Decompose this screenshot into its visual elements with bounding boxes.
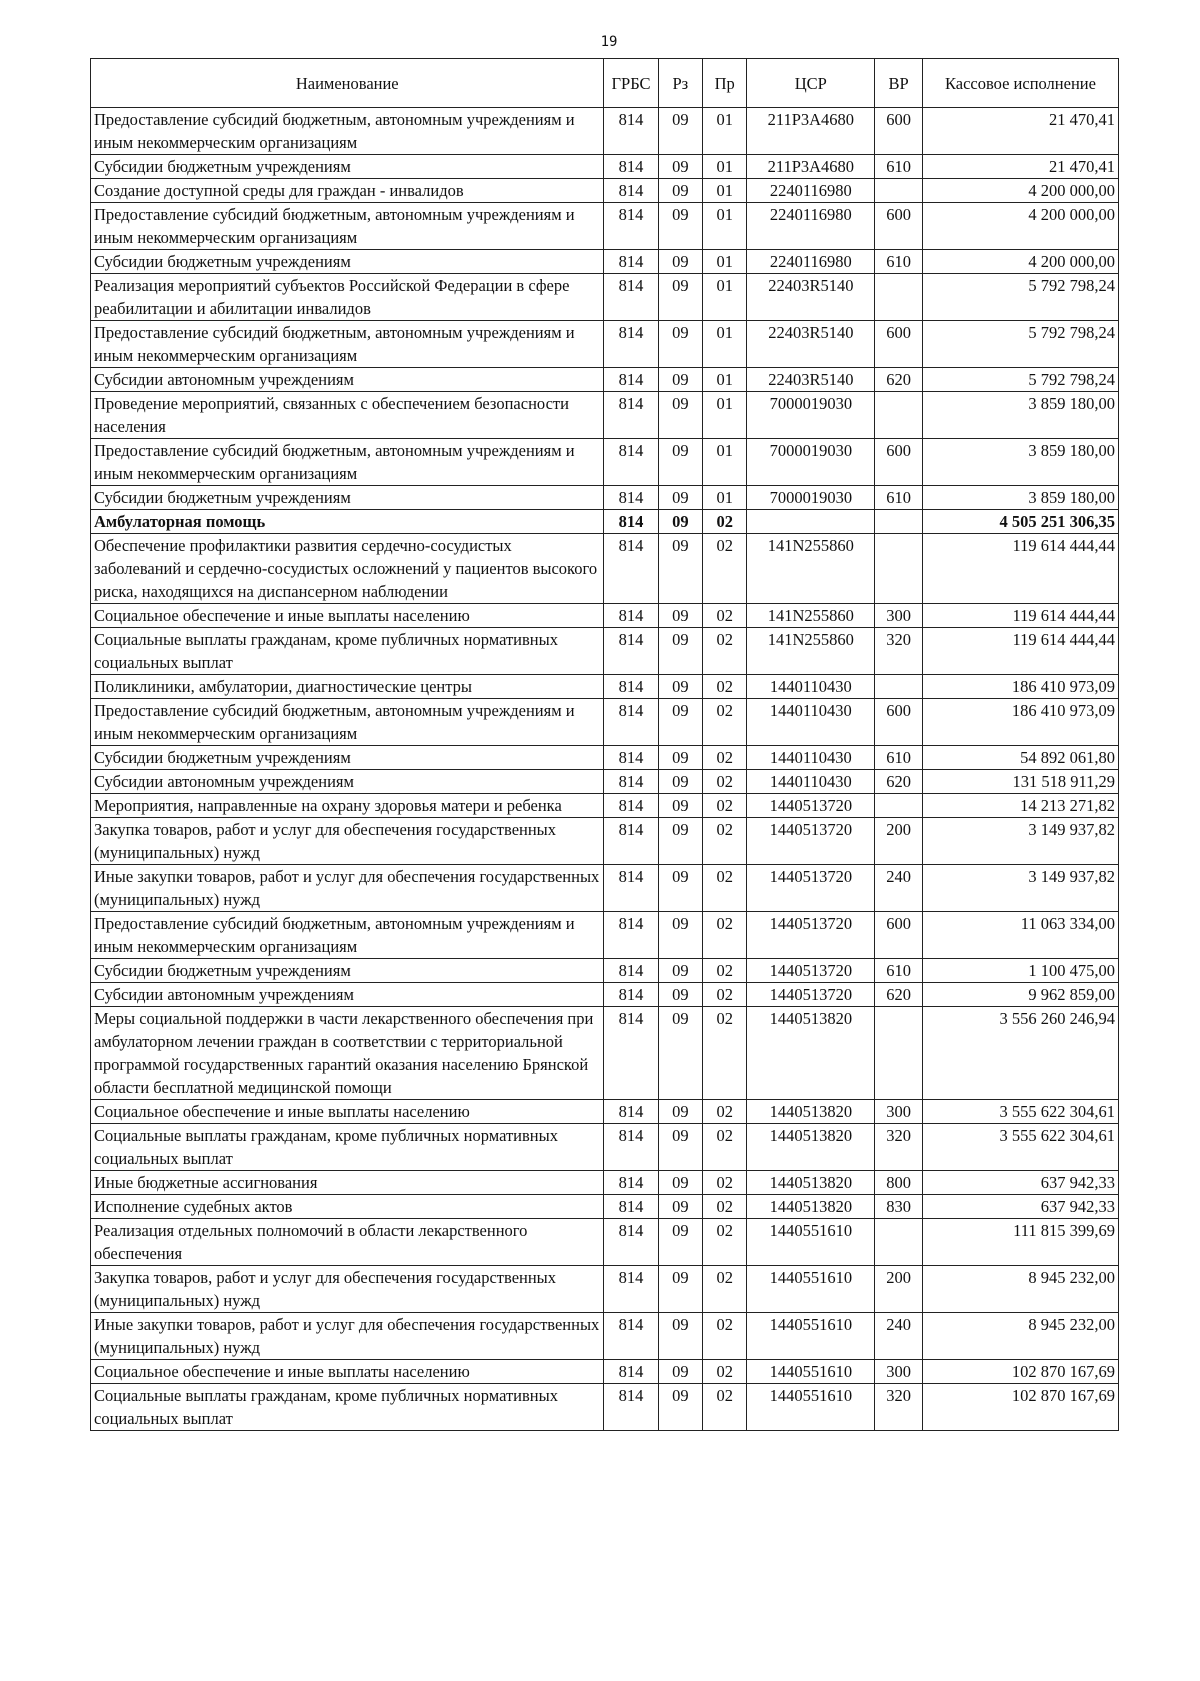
- cell-csr: 22403R5140: [747, 274, 875, 321]
- cell-rz: 09: [658, 1195, 702, 1219]
- table-row: [91, 699, 1119, 746]
- table-row: [91, 1195, 1119, 1219]
- cell-grbs: 814: [604, 1360, 658, 1384]
- cell-vr: [875, 510, 923, 534]
- cell-csr: 1440513720: [747, 818, 875, 865]
- cell-vr: [875, 675, 923, 699]
- cell-grbs: 814: [604, 1007, 658, 1100]
- cell-name: Субсидии автономным учреждениям: [91, 368, 604, 392]
- cell-name: Социальные выплаты гражданам, кроме публичных нормативных социальных выплат: [91, 1124, 604, 1171]
- cell-grbs: 814: [604, 794, 658, 818]
- table-row: [91, 770, 1119, 794]
- budget-execution-table: [90, 58, 1119, 1431]
- cell-name: Социальное обеспечение и иные выплаты населению: [91, 1100, 604, 1124]
- cell-csr: 22403R5140: [747, 321, 875, 368]
- cell-name: Реализация отдельных полномочий в области лекарственного обеспечения: [91, 1219, 604, 1266]
- cell-amount: 111 815 399,69: [922, 1219, 1118, 1266]
- cell-vr: [875, 274, 923, 321]
- cell-rz: 09: [658, 1100, 702, 1124]
- cell-amount: 119 614 444,44: [922, 604, 1118, 628]
- cell-grbs: 814: [604, 510, 658, 534]
- cell-name: Предоставление субсидий бюджетным, автономным учреждениям и иным некоммерческим организациям: [91, 439, 604, 486]
- cell-csr: 2240116980: [747, 203, 875, 250]
- header-row: [91, 59, 1119, 108]
- cell-pr: 02: [703, 1219, 747, 1266]
- cell-csr: 7000019030: [747, 486, 875, 510]
- cell-csr: 141N255860: [747, 604, 875, 628]
- cell-amount: 5 792 798,24: [922, 368, 1118, 392]
- cell-csr: 1440551610: [747, 1266, 875, 1313]
- table-row: [91, 321, 1119, 368]
- cell-grbs: 814: [604, 1384, 658, 1431]
- cell-grbs: 814: [604, 604, 658, 628]
- table-row: [91, 439, 1119, 486]
- cell-vr: [875, 794, 923, 818]
- cell-amount: 4 200 000,00: [922, 179, 1118, 203]
- cell-pr: 02: [703, 1007, 747, 1100]
- cell-name: Проведение мероприятий, связанных с обеспечением безопасности населения: [91, 392, 604, 439]
- cell-rz: 09: [658, 108, 702, 155]
- cell-vr: 600: [875, 321, 923, 368]
- cell-grbs: 814: [604, 1100, 658, 1124]
- table-row: [91, 1384, 1119, 1431]
- table-row: [91, 628, 1119, 675]
- cell-amount: 4 505 251 306,35: [922, 510, 1118, 534]
- cell-grbs: 814: [604, 1219, 658, 1266]
- cell-csr: 1440513820: [747, 1124, 875, 1171]
- cell-vr: 300: [875, 604, 923, 628]
- cell-name: Иные бюджетные ассигнования: [91, 1171, 604, 1195]
- cell-rz: 09: [658, 439, 702, 486]
- cell-pr: 01: [703, 179, 747, 203]
- cell-rz: 09: [658, 818, 702, 865]
- table-row: [91, 1100, 1119, 1124]
- cell-amount: 5 792 798,24: [922, 321, 1118, 368]
- cell-rz: 09: [658, 1360, 702, 1384]
- cell-amount: 3 859 180,00: [922, 486, 1118, 510]
- cell-pr: 01: [703, 250, 747, 274]
- cell-rz: 09: [658, 912, 702, 959]
- cell-csr: 2240116980: [747, 179, 875, 203]
- cell-vr: 320: [875, 628, 923, 675]
- cell-vr: 600: [875, 912, 923, 959]
- cell-csr: 141N255860: [747, 628, 875, 675]
- cell-rz: 09: [658, 865, 702, 912]
- cell-vr: 600: [875, 108, 923, 155]
- cell-vr: 610: [875, 959, 923, 983]
- table-row: [91, 604, 1119, 628]
- table-row: [91, 912, 1119, 959]
- cell-rz: 09: [658, 1313, 702, 1360]
- cell-rz: 09: [658, 699, 702, 746]
- cell-rz: 09: [658, 794, 702, 818]
- cell-rz: 09: [658, 959, 702, 983]
- table-row: [91, 1266, 1119, 1313]
- header-pr: Пр: [703, 59, 747, 108]
- cell-pr: 02: [703, 604, 747, 628]
- cell-name: Создание доступной среды для граждан - инвалидов: [91, 179, 604, 203]
- header-name: Наименование: [91, 59, 604, 108]
- cell-amount: 119 614 444,44: [922, 628, 1118, 675]
- table-row: [91, 818, 1119, 865]
- cell-name: Субсидии бюджетным учреждениям: [91, 746, 604, 770]
- cell-amount: 131 518 911,29: [922, 770, 1118, 794]
- cell-name: Субсидии автономным учреждениям: [91, 983, 604, 1007]
- cell-name: Реализация мероприятий субъектов Российской Федерации в сфере реабилитации и абилитации инвалидов: [91, 274, 604, 321]
- cell-pr: 02: [703, 1100, 747, 1124]
- table-row: [91, 1360, 1119, 1384]
- cell-name: Субсидии бюджетным учреждениям: [91, 250, 604, 274]
- cell-vr: 610: [875, 155, 923, 179]
- cell-grbs: 814: [604, 203, 658, 250]
- table-row: [91, 865, 1119, 912]
- cell-name: Субсидии бюджетным учреждениям: [91, 959, 604, 983]
- cell-rz: 09: [658, 675, 702, 699]
- cell-name: Закупка товаров, работ и услуг для обеспечения государственных (муниципальных) нужд: [91, 818, 604, 865]
- cell-csr: 211P3A4680: [747, 108, 875, 155]
- cell-csr: 2240116980: [747, 250, 875, 274]
- cell-name: Предоставление субсидий бюджетным, автономным учреждениям и иным некоммерческим организациям: [91, 699, 604, 746]
- cell-pr: 01: [703, 392, 747, 439]
- cell-vr: 620: [875, 368, 923, 392]
- header-grbs: ГРБС: [604, 59, 658, 108]
- cell-rz: 09: [658, 155, 702, 179]
- cell-amount: 14 213 271,82: [922, 794, 1118, 818]
- table-row: [91, 1124, 1119, 1171]
- cell-vr: 610: [875, 486, 923, 510]
- cell-grbs: 814: [604, 250, 658, 274]
- cell-grbs: 814: [604, 770, 658, 794]
- table-row: [91, 368, 1119, 392]
- cell-pr: 01: [703, 321, 747, 368]
- cell-grbs: 814: [604, 108, 658, 155]
- cell-grbs: 814: [604, 1124, 658, 1171]
- cell-pr: 02: [703, 1360, 747, 1384]
- cell-amount: 102 870 167,69: [922, 1384, 1118, 1431]
- cell-grbs: 814: [604, 865, 658, 912]
- cell-name: Субсидии бюджетным учреждениям: [91, 155, 604, 179]
- cell-vr: 200: [875, 818, 923, 865]
- cell-pr: 01: [703, 108, 747, 155]
- cell-grbs: 814: [604, 1171, 658, 1195]
- cell-pr: 02: [703, 1171, 747, 1195]
- cell-name: Предоставление субсидий бюджетным, автономным учреждениям и иным некоммерческим организациям: [91, 912, 604, 959]
- table-row: [91, 1313, 1119, 1360]
- cell-name: Мероприятия, направленные на охрану здоровья матери и ребенка: [91, 794, 604, 818]
- cell-amount: 3 555 622 304,61: [922, 1124, 1118, 1171]
- cell-csr: 1440551610: [747, 1219, 875, 1266]
- cell-pr: 02: [703, 534, 747, 604]
- cell-grbs: 814: [604, 321, 658, 368]
- cell-pr: 02: [703, 1313, 747, 1360]
- table-row: [91, 1007, 1119, 1100]
- cell-grbs: 814: [604, 392, 658, 439]
- cell-amount: 3 859 180,00: [922, 439, 1118, 486]
- cell-csr: 1440110430: [747, 699, 875, 746]
- cell-pr: 02: [703, 912, 747, 959]
- cell-amount: 3 149 937,82: [922, 818, 1118, 865]
- cell-name: Иные закупки товаров, работ и услуг для обеспечения государственных (муниципальных) нужд: [91, 1313, 604, 1360]
- cell-amount: 54 892 061,80: [922, 746, 1118, 770]
- cell-grbs: 814: [604, 675, 658, 699]
- cell-name: Субсидии автономным учреждениям: [91, 770, 604, 794]
- header-csr: ЦСР: [747, 59, 875, 108]
- cell-name: Иные закупки товаров, работ и услуг для обеспечения государственных (муниципальных) нужд: [91, 865, 604, 912]
- cell-csr: 1440513720: [747, 959, 875, 983]
- cell-pr: 01: [703, 439, 747, 486]
- cell-amount: 8 945 232,00: [922, 1266, 1118, 1313]
- table-row: [91, 675, 1119, 699]
- cell-pr: 02: [703, 1266, 747, 1313]
- cell-vr: 240: [875, 865, 923, 912]
- cell-rz: 09: [658, 1384, 702, 1431]
- cell-amount: 3 859 180,00: [922, 392, 1118, 439]
- cell-csr: 1440513720: [747, 794, 875, 818]
- cell-amount: 9 962 859,00: [922, 983, 1118, 1007]
- cell-pr: 01: [703, 486, 747, 510]
- cell-rz: 09: [658, 1007, 702, 1100]
- cell-name: Исполнение судебных актов: [91, 1195, 604, 1219]
- cell-rz: 09: [658, 250, 702, 274]
- cell-vr: 300: [875, 1360, 923, 1384]
- table-row: [91, 959, 1119, 983]
- table-row: [91, 203, 1119, 250]
- cell-rz: 09: [658, 321, 702, 368]
- cell-rz: 09: [658, 1171, 702, 1195]
- cell-name: Обеспечение профилактики развития сердечно-сосудистых заболеваний и сердечно-сосудистых осложнений у пациентов высокого риска, находящихся на диспансерном наблюдении: [91, 534, 604, 604]
- cell-rz: 09: [658, 534, 702, 604]
- cell-pr: 02: [703, 770, 747, 794]
- cell-vr: 600: [875, 203, 923, 250]
- cell-amount: 186 410 973,09: [922, 675, 1118, 699]
- cell-pr: 01: [703, 274, 747, 321]
- cell-vr: 240: [875, 1313, 923, 1360]
- cell-grbs: 814: [604, 439, 658, 486]
- cell-grbs: 814: [604, 368, 658, 392]
- cell-csr: 141N255860: [747, 534, 875, 604]
- cell-name: Меры социальной поддержки в части лекарственного обеспечения при амбулаторном лечении граждан в соответствии с территориальной программой государственных гарантий оказания населению Брянской области бесплатной медицинской помощи: [91, 1007, 604, 1100]
- table-row: [91, 179, 1119, 203]
- cell-grbs: 814: [604, 1313, 658, 1360]
- cell-grbs: 814: [604, 486, 658, 510]
- cell-csr: 1440551610: [747, 1384, 875, 1431]
- cell-vr: 320: [875, 1384, 923, 1431]
- table-row: [91, 155, 1119, 179]
- cell-amount: 637 942,33: [922, 1171, 1118, 1195]
- cell-amount: 119 614 444,44: [922, 534, 1118, 604]
- cell-rz: 09: [658, 203, 702, 250]
- cell-grbs: 814: [604, 179, 658, 203]
- cell-vr: 320: [875, 1124, 923, 1171]
- cell-grbs: 814: [604, 155, 658, 179]
- cell-name: Закупка товаров, работ и услуг для обеспечения государственных (муниципальных) нужд: [91, 1266, 604, 1313]
- cell-pr: 01: [703, 155, 747, 179]
- cell-pr: 01: [703, 368, 747, 392]
- cell-vr: 620: [875, 983, 923, 1007]
- cell-pr: 02: [703, 675, 747, 699]
- cell-vr: 830: [875, 1195, 923, 1219]
- cell-vr: 600: [875, 439, 923, 486]
- cell-amount: 1 100 475,00: [922, 959, 1118, 983]
- cell-rz: 09: [658, 368, 702, 392]
- cell-grbs: 814: [604, 912, 658, 959]
- table-row: [91, 1219, 1119, 1266]
- table-row: [91, 486, 1119, 510]
- cell-pr: 02: [703, 983, 747, 1007]
- page-number: 19: [600, 34, 618, 50]
- cell-vr: 200: [875, 1266, 923, 1313]
- cell-pr: 02: [703, 628, 747, 675]
- table-row: [91, 534, 1119, 604]
- cell-csr: 1440513820: [747, 1100, 875, 1124]
- header-amount: Кассовое исполнение: [922, 59, 1118, 108]
- cell-vr: [875, 392, 923, 439]
- cell-vr: [875, 1219, 923, 1266]
- cell-vr: 610: [875, 250, 923, 274]
- cell-grbs: 814: [604, 274, 658, 321]
- table-row: [91, 794, 1119, 818]
- cell-pr: 02: [703, 865, 747, 912]
- cell-pr: 02: [703, 510, 747, 534]
- table-row: [91, 274, 1119, 321]
- cell-csr: 1440110430: [747, 770, 875, 794]
- cell-amount: 637 942,33: [922, 1195, 1118, 1219]
- cell-pr: 02: [703, 959, 747, 983]
- cell-csr: 22403R5140: [747, 368, 875, 392]
- cell-grbs: 814: [604, 628, 658, 675]
- cell-vr: [875, 534, 923, 604]
- cell-pr: 02: [703, 1124, 747, 1171]
- cell-pr: 02: [703, 1195, 747, 1219]
- cell-name: Предоставление субсидий бюджетным, автономным учреждениям и иным некоммерческим организациям: [91, 203, 604, 250]
- cell-name: Предоставление субсидий бюджетным, автономным учреждениям и иным некоммерческим организациям: [91, 321, 604, 368]
- cell-csr: 211P3A4680: [747, 155, 875, 179]
- cell-amount: 21 470,41: [922, 155, 1118, 179]
- cell-csr: [747, 510, 875, 534]
- cell-csr: 1440110430: [747, 675, 875, 699]
- cell-rz: 09: [658, 1124, 702, 1171]
- cell-grbs: 814: [604, 746, 658, 770]
- cell-rz: 09: [658, 274, 702, 321]
- cell-rz: 09: [658, 604, 702, 628]
- cell-csr: 1440110430: [747, 746, 875, 770]
- table-row: [91, 510, 1119, 534]
- cell-grbs: 814: [604, 1195, 658, 1219]
- cell-grbs: 814: [604, 534, 658, 604]
- cell-csr: 7000019030: [747, 392, 875, 439]
- cell-rz: 09: [658, 770, 702, 794]
- cell-csr: 1440551610: [747, 1360, 875, 1384]
- cell-name: Социальное обеспечение и иные выплаты населению: [91, 1360, 604, 1384]
- cell-rz: 09: [658, 746, 702, 770]
- cell-vr: 600: [875, 699, 923, 746]
- cell-amount: 21 470,41: [922, 108, 1118, 155]
- cell-pr: 02: [703, 794, 747, 818]
- table-row: [91, 392, 1119, 439]
- cell-amount: 102 870 167,69: [922, 1360, 1118, 1384]
- cell-name: Поликлиники, амбулатории, диагностические центры: [91, 675, 604, 699]
- cell-name: Социальные выплаты гражданам, кроме публичных нормативных социальных выплат: [91, 628, 604, 675]
- cell-rz: 09: [658, 1266, 702, 1313]
- header-rz: Рз: [658, 59, 702, 108]
- cell-grbs: 814: [604, 818, 658, 865]
- table-row: [91, 250, 1119, 274]
- cell-pr: 02: [703, 699, 747, 746]
- cell-csr: 7000019030: [747, 439, 875, 486]
- cell-rz: 09: [658, 1219, 702, 1266]
- cell-amount: 5 792 798,24: [922, 274, 1118, 321]
- cell-vr: 620: [875, 770, 923, 794]
- cell-amount: 11 063 334,00: [922, 912, 1118, 959]
- table-row: [91, 1171, 1119, 1195]
- cell-vr: [875, 179, 923, 203]
- cell-amount: 186 410 973,09: [922, 699, 1118, 746]
- cell-rz: 09: [658, 983, 702, 1007]
- cell-pr: 01: [703, 203, 747, 250]
- cell-name: Амбулаторная помощь: [91, 510, 604, 534]
- cell-csr: 1440551610: [747, 1313, 875, 1360]
- cell-name: Социальное обеспечение и иные выплаты населению: [91, 604, 604, 628]
- cell-name: Предоставление субсидий бюджетным, автономным учреждениям и иным некоммерческим организациям: [91, 108, 604, 155]
- cell-csr: 1440513820: [747, 1007, 875, 1100]
- cell-pr: 02: [703, 746, 747, 770]
- cell-csr: 1440513820: [747, 1195, 875, 1219]
- cell-rz: 09: [658, 179, 702, 203]
- cell-pr: 02: [703, 818, 747, 865]
- cell-vr: 800: [875, 1171, 923, 1195]
- cell-amount: 3 149 937,82: [922, 865, 1118, 912]
- cell-rz: 09: [658, 628, 702, 675]
- cell-rz: 09: [658, 486, 702, 510]
- cell-amount: 4 200 000,00: [922, 203, 1118, 250]
- header-vr: ВР: [875, 59, 923, 108]
- cell-name: Социальные выплаты гражданам, кроме публичных нормативных социальных выплат: [91, 1384, 604, 1431]
- cell-csr: 1440513720: [747, 865, 875, 912]
- cell-vr: 300: [875, 1100, 923, 1124]
- cell-vr: 610: [875, 746, 923, 770]
- cell-name: Субсидии бюджетным учреждениям: [91, 486, 604, 510]
- cell-csr: 1440513720: [747, 983, 875, 1007]
- cell-amount: 3 556 260 246,94: [922, 1007, 1118, 1100]
- cell-rz: 09: [658, 392, 702, 439]
- table-row: [91, 746, 1119, 770]
- cell-grbs: 814: [604, 1266, 658, 1313]
- cell-amount: 3 555 622 304,61: [922, 1100, 1118, 1124]
- cell-vr: [875, 1007, 923, 1100]
- cell-amount: 8 945 232,00: [922, 1313, 1118, 1360]
- table-row: [91, 983, 1119, 1007]
- cell-grbs: 814: [604, 699, 658, 746]
- cell-grbs: 814: [604, 959, 658, 983]
- cell-csr: 1440513820: [747, 1171, 875, 1195]
- cell-rz: 09: [658, 510, 702, 534]
- cell-pr: 02: [703, 1384, 747, 1431]
- table-row: [91, 108, 1119, 155]
- cell-csr: 1440513720: [747, 912, 875, 959]
- cell-amount: 4 200 000,00: [922, 250, 1118, 274]
- cell-grbs: 814: [604, 983, 658, 1007]
